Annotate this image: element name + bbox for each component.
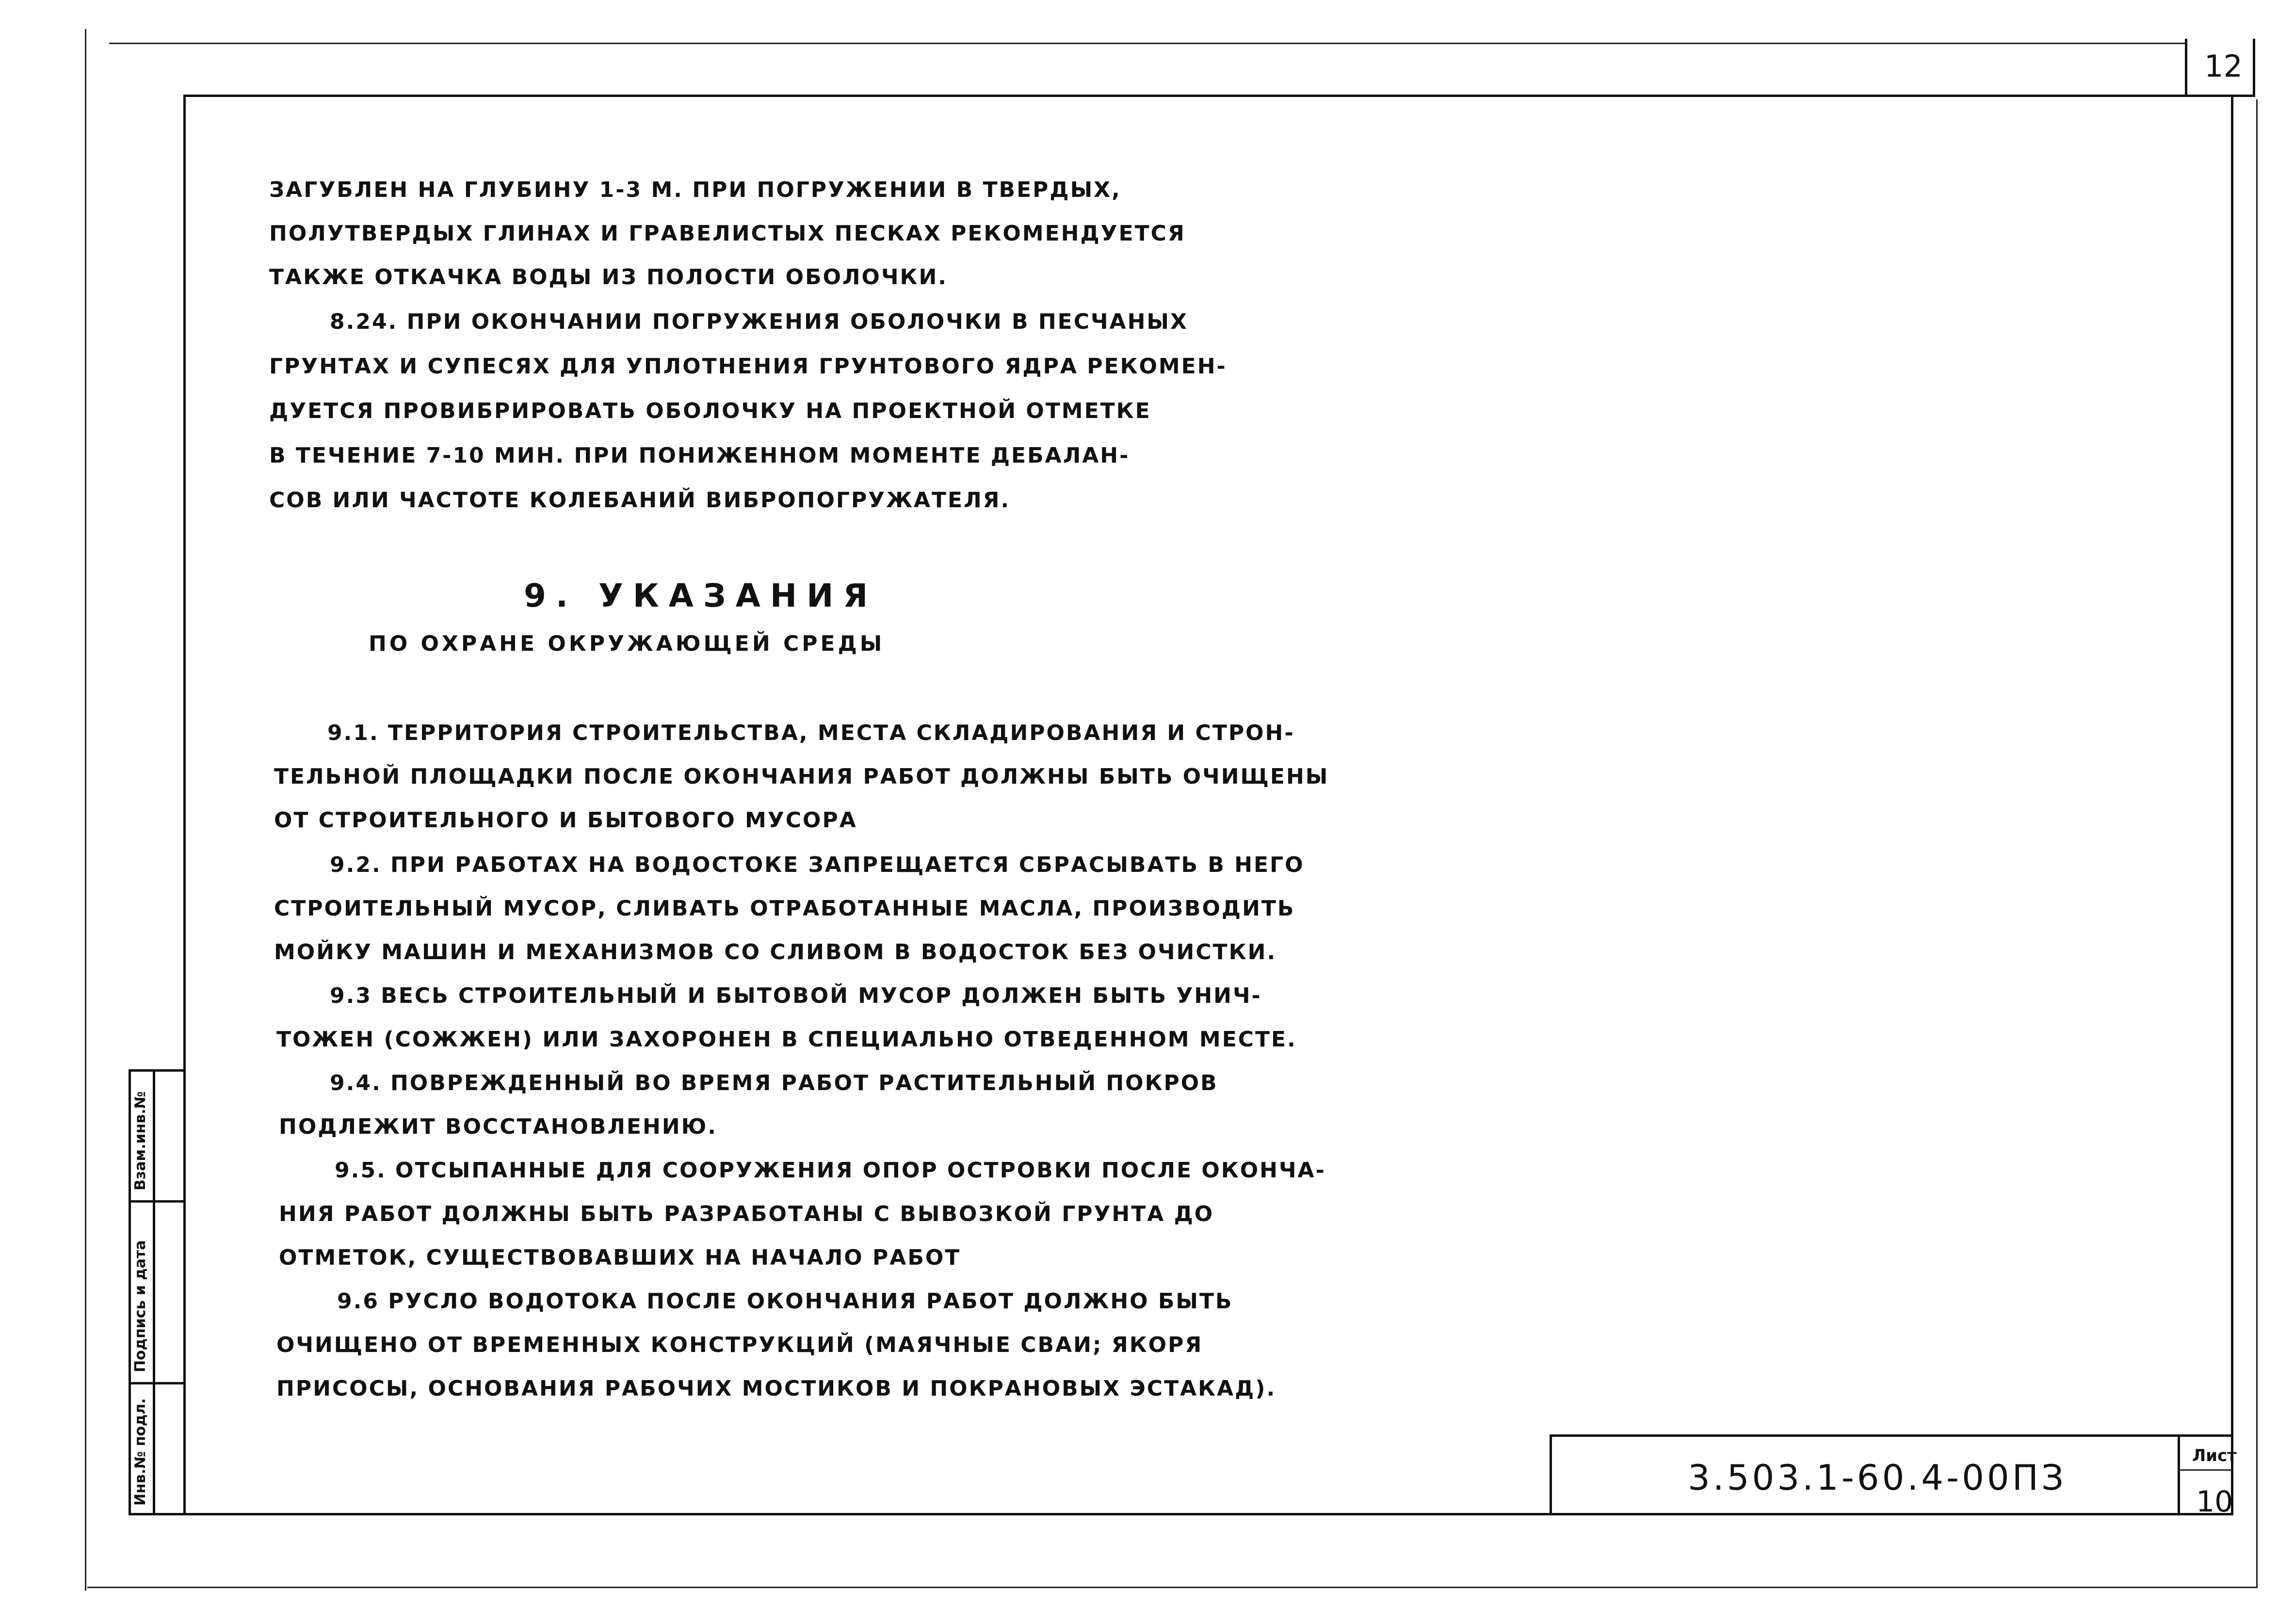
frame-right bbox=[2231, 95, 2233, 1515]
outer-top-border bbox=[109, 43, 2185, 44]
paragraph-line: ДУЕТСЯ ПРОВИБРИРОВАТЬ ОБОЛОЧКУ НА ПРОЕКТНОЙ ОТМЕТКЕ bbox=[269, 399, 1151, 423]
stamp-replace-inv: Взам.инв.№ bbox=[132, 1091, 149, 1190]
stamp-row-1 bbox=[129, 1200, 184, 1203]
page-number-box-right bbox=[2253, 39, 2255, 97]
item-line: 9.1. ТЕРРИТОРИЯ СТРОИТЕЛЬСТВА, МЕСТА СКЛАДИРОВАНИЯ И СТРОН- bbox=[327, 721, 1295, 745]
item-line: 9.6 РУСЛО ВОДОТОКА ПОСЛЕ ОКОНЧАНИЯ РАБОТ ДОЛЖНО БЫТЬ bbox=[337, 1289, 1233, 1314]
item-line: ПОДЛЕЖИТ ВОССТАНОВЛЕНИЮ. bbox=[279, 1114, 718, 1139]
paragraph-line: СОВ ИЛИ ЧАСТОТЕ КОЛЕБАНИЙ ВИБРОПОГРУЖАТЕЛЯ. bbox=[269, 488, 1011, 513]
outer-right-border bbox=[2256, 99, 2258, 1587]
outer-bottom-border bbox=[87, 1587, 2258, 1588]
section-subtitle: ПО ОХРАНЕ ОКРУЖАЮЩЕЙ СРЕДЫ bbox=[369, 631, 885, 656]
paragraph-line: 8.24. ПРИ ОКОНЧАНИИ ПОГРУЖЕНИЯ ОБОЛОЧКИ В ПЕСЧАНЫХ bbox=[330, 309, 1188, 334]
paragraph-line: ПОЛУТВЕРДЫХ ГЛИНАХ И ГРАВЕЛИСТЫХ ПЕСКАХ РЕКОМЕНДУЕТСЯ bbox=[269, 221, 1186, 246]
stamp-sign-date: Подпись и дата bbox=[132, 1240, 149, 1372]
item-line: ОЧИЩЕНО ОТ ВРЕМЕННЫХ КОНСТРУКЦИЙ (МАЯЧНЫЕ СВАИ; ЯКОРЯ bbox=[276, 1333, 1203, 1357]
item-line: 9.2. ПРИ РАБОТАХ НА ВОДОСТОКЕ ЗАПРЕЩАЕТСЯ СБРАСЫВАТЬ В НЕГО bbox=[330, 852, 1305, 877]
frame-left bbox=[183, 95, 186, 1515]
document-code: 3.503.1-60.4-00ПЗ bbox=[1688, 1457, 2067, 1498]
sheet-label: Лист bbox=[2192, 1446, 2237, 1465]
title-block-sheet-row bbox=[2178, 1469, 2233, 1471]
stamp-row-2 bbox=[129, 1382, 184, 1384]
page-number: 12 bbox=[2204, 48, 2243, 84]
item-line: ТЕЛЬНОЙ ПЛОЩАДКИ ПОСЛЕ ОКОНЧАНИЯ РАБОТ ДОЛЖНЫ БЫТЬ ОЧИЩЕНЫ bbox=[274, 764, 1329, 789]
item-line: ТОЖЕН (СОЖЖЕН) ИЛИ ЗАХОРОНЕН В СПЕЦИАЛЬНО ОТВЕДЕННОМ МЕСТЕ. bbox=[276, 1027, 1297, 1052]
item-line: 9.3 ВЕСЬ СТРОИТЕЛЬНЫЙ И БЫТОВОЙ МУСОР ДОЛЖЕН БЫТЬ УНИЧ- bbox=[330, 983, 1262, 1008]
paragraph-line: В ТЕЧЕНИЕ 7-10 МИН. ПРИ ПОНИЖЕННОМ МОМЕНТЕ ДЕБАЛАН- bbox=[269, 443, 1130, 468]
title-block-top bbox=[1550, 1434, 2233, 1437]
item-line: МОЙКУ МАШИН И МЕХАНИЗМОВ СО СЛИВОМ В ВОДОСТОК БЕЗ ОЧИСТКИ. bbox=[274, 940, 1277, 965]
sheet-number: 10 bbox=[2196, 1485, 2233, 1519]
item-line: НИЯ РАБОТ ДОЛЖНЫ БЫТЬ РАЗРАБОТАНЫ С ВЫВОЗКОЙ ГРУНТА ДО bbox=[279, 1202, 1214, 1226]
item-line: ПРИСОСЫ, ОСНОВАНИЯ РАБОЧИХ МОСТИКОВ И ПОКРАНОВЫХ ЭСТАКАД). bbox=[276, 1376, 1276, 1401]
page-number-box-left bbox=[2185, 39, 2187, 97]
frame-top bbox=[183, 95, 2255, 97]
item-line: 9.5. ОТСЫПАННЫЕ ДЛЯ СООРУЖЕНИЯ ОПОР ОСТРОВКИ ПОСЛЕ ОКОНЧА- bbox=[335, 1158, 1326, 1183]
stamp-column-left bbox=[129, 1069, 131, 1515]
item-line: ОТМЕТОК, СУЩЕСТВОВАВШИХ НА НАЧАЛО РАБОТ bbox=[279, 1245, 961, 1270]
outer-left-border bbox=[85, 29, 86, 1591]
title-block-left bbox=[1550, 1434, 1552, 1514]
section-title: 9. УКАЗАНИЯ bbox=[524, 577, 878, 614]
frame-bottom bbox=[129, 1513, 2233, 1515]
stamp-row-top bbox=[129, 1069, 184, 1072]
stamp-inv-no: Инв.№ подл. bbox=[132, 1398, 149, 1506]
paragraph-line: ТАКЖЕ ОТКАЧКА ВОДЫ ИЗ ПОЛОСТИ ОБОЛОЧКИ. bbox=[269, 265, 948, 289]
item-line: 9.4. ПОВРЕЖДЕННЫЙ ВО ВРЕМЯ РАБОТ РАСТИТЕЛЬНЫЙ ПОКРОВ bbox=[330, 1071, 1218, 1095]
item-line: ОТ СТРОИТЕЛЬНОГО И БЫТОВОГО МУСОРА bbox=[274, 808, 857, 833]
paragraph-line: ГРУНТАХ И СУПЕСЯХ ДЛЯ УПЛОТНЕНИЯ ГРУНТОВОГО ЯДРА РЕКОМЕН- bbox=[269, 354, 1227, 379]
stamp-column-mid bbox=[153, 1069, 155, 1515]
paragraph-line: ЗАГУБЛЕН НА ГЛУБИНУ 1-3 М. ПРИ ПОГРУЖЕНИИ В ТВЕРДЫХ, bbox=[269, 177, 1121, 202]
item-line: СТРОИТЕЛЬНЫЙ МУСОР, СЛИВАТЬ ОТРАБОТАННЫЕ МАСЛА, ПРОИЗВОДИТЬ bbox=[274, 896, 1295, 921]
title-block-sheet-divider bbox=[2178, 1434, 2180, 1514]
